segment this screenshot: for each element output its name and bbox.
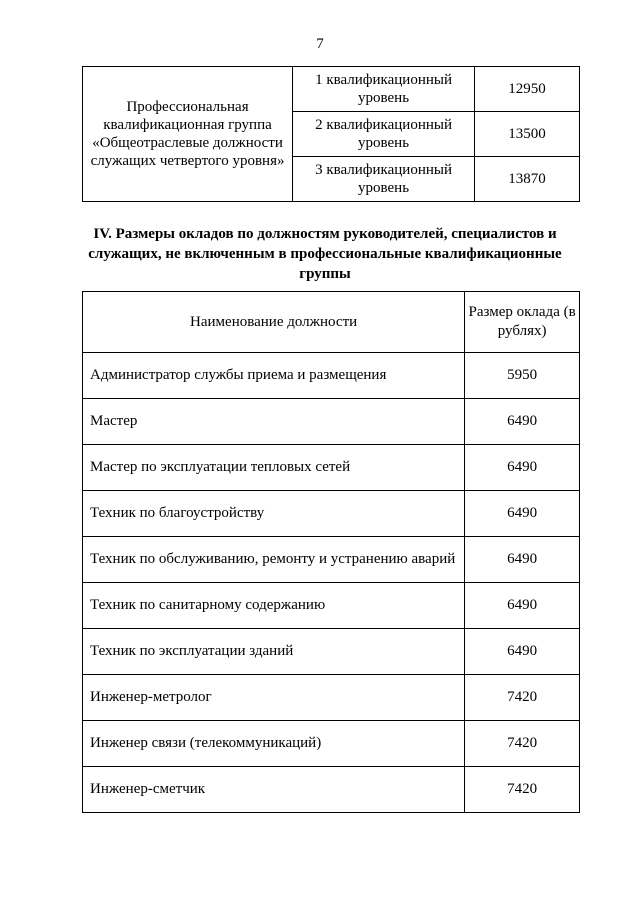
salary-cell: 7420 (465, 721, 580, 767)
table-row (83, 537, 580, 583)
salary-cell: 6490 (465, 491, 580, 537)
table-row (83, 353, 580, 399)
page-number: 7 (316, 36, 324, 52)
salary-cell: 6490 (465, 629, 580, 675)
table-row (83, 767, 580, 813)
group-name-cell: Профессиональная квалификационная группа «Общеотраслевые должности служащих четвертого уровня» (83, 67, 293, 202)
position-name-cell: Мастер по эксплуатации тепловых сетей (83, 445, 465, 491)
salary-cell: 13870 (475, 157, 580, 202)
positions-salary-table (82, 291, 580, 813)
salary-cell: 6490 (465, 445, 580, 491)
table-row (83, 445, 580, 491)
column-header-salary: Размер оклада (в рублях) (465, 292, 580, 353)
salary-cell: 13500 (475, 112, 580, 157)
position-name-cell: Администратор службы приема и размещения (83, 353, 465, 399)
table-row (83, 399, 580, 445)
table-row (83, 629, 580, 675)
position-name-cell: Инженер связи (телекоммуникаций) (83, 721, 465, 767)
position-name-cell: Техник по обслуживанию, ремонту и устранению аварий (83, 537, 465, 583)
salary-cell: 12950 (475, 67, 580, 112)
salary-cell: 5950 (465, 353, 580, 399)
position-name-cell: Инженер-сметчик (83, 767, 465, 813)
column-header-name: Наименование должности (83, 292, 465, 353)
table-row (83, 491, 580, 537)
table-row (83, 675, 580, 721)
position-name-cell: Техник по санитарному содержанию (83, 583, 465, 629)
qualification-group-table (82, 66, 580, 202)
salary-cell: 6490 (465, 537, 580, 583)
level-cell: 2 квалификационный уровень (293, 112, 475, 157)
table-row (83, 67, 580, 112)
table-row (83, 721, 580, 767)
position-name-cell: Техник по благоустройству (83, 491, 465, 537)
salary-cell: 7420 (465, 675, 580, 721)
salary-cell: 6490 (465, 583, 580, 629)
salary-cell: 7420 (465, 767, 580, 813)
salary-cell: 6490 (465, 399, 580, 445)
position-name-cell: Техник по эксплуатации зданий (83, 629, 465, 675)
table-header-row (83, 292, 580, 353)
level-cell: 3 квалификационный уровень (293, 157, 475, 202)
position-name-cell: Инженер-метролог (83, 675, 465, 721)
position-name-cell: Мастер (83, 399, 465, 445)
section-title: IV. Размеры окладов по должностям руководителей, специалистов и служащих, не включенным в профессиональные квалификационные группы (88, 226, 562, 282)
table-row (83, 583, 580, 629)
level-cell: 1 квалификационный уровень (293, 67, 475, 112)
